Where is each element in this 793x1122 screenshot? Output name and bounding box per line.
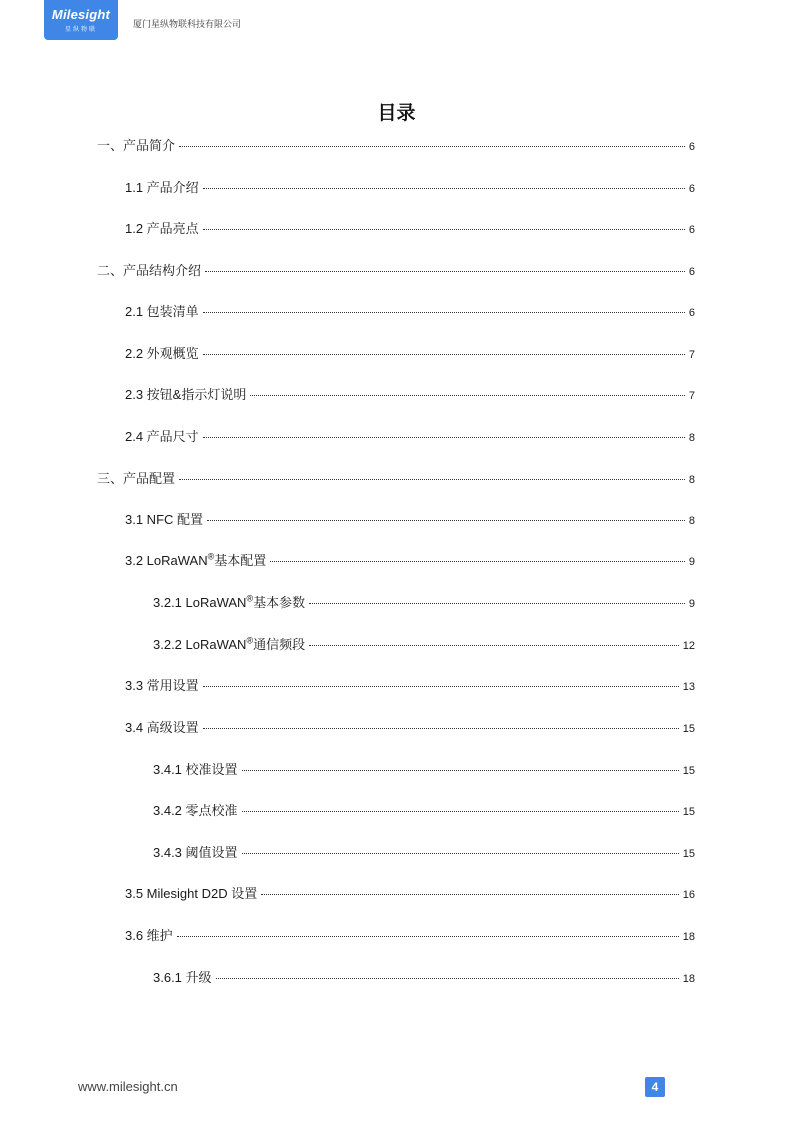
toc-entry-page: 6 xyxy=(688,307,695,319)
toc-entry-label: 2.3 按钮&指示灯说明 xyxy=(125,387,247,402)
toc-entry-3-6-1[interactable] xyxy=(153,967,695,987)
toc-entry-label-prefix: 3.2 LoRaWAN xyxy=(125,553,208,568)
toc-entry-label: 三、产品配置 xyxy=(97,471,176,486)
toc-entry-label: 3.3 常用设置 xyxy=(125,678,199,693)
toc-leader-dots xyxy=(179,479,685,480)
toc-entry-2-1[interactable] xyxy=(125,301,695,321)
toc-entry-3-5[interactable] xyxy=(125,883,695,903)
toc-entry-page: 18 xyxy=(682,973,695,985)
toc-leader-dots xyxy=(203,354,685,355)
toc-entry-page: 12 xyxy=(682,640,695,652)
toc-leader-dots xyxy=(203,437,685,438)
registered-mark: ® xyxy=(246,635,254,646)
toc-entry-1-2[interactable] xyxy=(125,218,695,238)
toc-entry-page: 15 xyxy=(682,765,695,777)
toc-entry-page: 6 xyxy=(688,183,695,195)
toc-title: 目录 xyxy=(377,103,416,124)
toc-entry-page: 6 xyxy=(688,266,695,278)
toc-leader-dots xyxy=(261,894,679,895)
toc-leader-dots xyxy=(203,188,685,189)
toc-entry-page: 6 xyxy=(688,141,695,153)
toc-leader-dots xyxy=(250,395,685,396)
toc-entry-3-4[interactable] xyxy=(125,717,695,737)
toc-entry-label: 二、产品结构介绍 xyxy=(97,263,202,278)
toc-entry-label xyxy=(153,592,305,611)
logo-text: Milesight xyxy=(51,7,111,22)
toc-leader-dots xyxy=(203,229,685,230)
toc-leader-dots xyxy=(177,936,679,937)
toc-leader-dots xyxy=(216,978,679,979)
toc-entry-structure-chapter[interactable] xyxy=(97,260,695,280)
logo-subtext: 星纵物联 xyxy=(64,27,97,33)
page-number-badge: 4 xyxy=(645,1077,665,1097)
toc-entry-label: 1.1 产品介绍 xyxy=(125,180,199,195)
toc-entry-2-4[interactable] xyxy=(125,426,695,446)
toc-entry-label-suffix: 基本配置 xyxy=(214,553,267,568)
toc-entry-page: 9 xyxy=(688,556,695,568)
toc-entry-label: 3.4.2 零点校准 xyxy=(153,803,238,818)
toc-leader-dots xyxy=(242,770,679,771)
toc-entry-page: 15 xyxy=(682,848,695,860)
toc-entry-label-prefix: 3.2.1 LoRaWAN xyxy=(153,595,247,610)
toc-entry-label: 2.2 外观概览 xyxy=(125,346,199,361)
footer-website: www.milesight.cn xyxy=(78,1079,178,1094)
toc-entry-2-3[interactable] xyxy=(125,384,695,404)
toc-entry-label: 3.1 NFC 配置 xyxy=(125,512,204,527)
toc-entry-product-intro-chapter[interactable] xyxy=(97,135,695,155)
toc-entry-label-suffix: 通信频段 xyxy=(253,637,306,652)
toc-entry-3-3[interactable] xyxy=(125,675,695,695)
toc-entry-label: 3.5 Milesight D2D 设置 xyxy=(125,886,258,901)
toc-entry-3-2[interactable] xyxy=(125,550,695,570)
toc-entry-label: 一、产品简介 xyxy=(97,138,176,153)
toc-leader-dots xyxy=(203,686,679,687)
toc-leader-dots xyxy=(179,146,685,147)
toc-entry-page: 8 xyxy=(688,474,695,486)
toc-leader-dots xyxy=(242,811,679,812)
toc-entry-label-suffix: 基本参数 xyxy=(253,595,306,610)
registered-mark: ® xyxy=(246,593,254,604)
toc-entry-3-4-2[interactable] xyxy=(153,800,695,820)
toc-entry-label: 3.6.1 升级 xyxy=(153,970,212,985)
toc-entry-3-4-3[interactable] xyxy=(153,842,695,862)
toc-entry-config-chapter[interactable] xyxy=(97,468,695,488)
toc-entry-page: 13 xyxy=(682,681,695,693)
toc-entry-label: 3.4.1 校准设置 xyxy=(153,762,238,777)
toc-entry-page: 7 xyxy=(688,349,695,361)
toc-entry-label: 3.6 维护 xyxy=(125,928,173,943)
toc-entry-3-2-2[interactable] xyxy=(153,634,695,654)
company-name: 厦门星纵物联科技有限公司 xyxy=(133,19,242,29)
registered-mark: ® xyxy=(207,551,215,562)
toc-leader-dots xyxy=(242,853,679,854)
toc-entry-label xyxy=(125,550,266,569)
toc-entry-page: 8 xyxy=(688,515,695,527)
toc-entry-page: 15 xyxy=(682,723,695,735)
toc-entry-page: 8 xyxy=(688,432,695,444)
toc-entry-label: 3.4 高级设置 xyxy=(125,720,199,735)
toc-entry-label-prefix: 3.2.2 LoRaWAN xyxy=(153,637,247,652)
toc-entry-label: 3.4.3 阈值设置 xyxy=(153,845,238,860)
toc-entry-label: 2.1 包装清单 xyxy=(125,304,199,319)
toc-entry-page: 9 xyxy=(688,598,695,610)
toc-entry-3-1[interactable] xyxy=(125,509,695,529)
toc-entry-3-6[interactable] xyxy=(125,925,695,945)
toc-entry-page: 6 xyxy=(688,224,695,236)
toc-entry-label: 2.4 产品尺寸 xyxy=(125,429,199,444)
toc-leader-dots xyxy=(203,312,685,313)
toc-entry-3-2-1[interactable] xyxy=(153,592,695,612)
toc-leader-dots xyxy=(270,561,685,562)
toc-leader-dots xyxy=(205,271,685,272)
toc-entry-label: 1.2 产品亮点 xyxy=(125,221,199,236)
toc-leader-dots xyxy=(309,603,685,604)
toc-leader-dots xyxy=(207,520,685,521)
toc-entry-3-4-1[interactable] xyxy=(153,759,695,779)
toc-entry-1-1[interactable] xyxy=(125,177,695,197)
toc-entry-page: 7 xyxy=(688,390,695,402)
toc-entry-label xyxy=(153,634,305,653)
toc-leader-dots xyxy=(203,728,679,729)
toc-entry-2-2[interactable] xyxy=(125,343,695,363)
toc-entry-page: 18 xyxy=(682,931,695,943)
toc-leader-dots xyxy=(309,645,679,646)
toc-entry-page: 16 xyxy=(682,889,695,901)
toc-entry-page: 15 xyxy=(682,806,695,818)
